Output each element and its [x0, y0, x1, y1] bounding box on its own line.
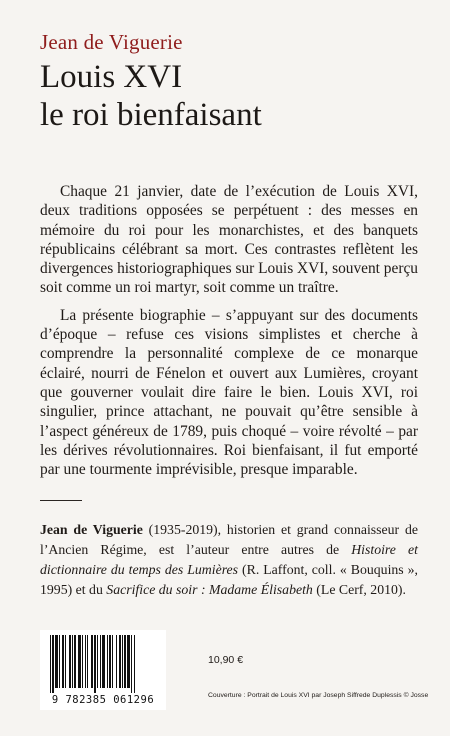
barcode-bar: [127, 635, 130, 688]
barcode-bar: [116, 635, 117, 688]
barcode-bar: [55, 635, 58, 688]
barcode-bar: [69, 635, 71, 688]
blurb-paragraph: La présente biographie – s’appuyant sur des documents d’époque – refuse ces visions simplistes et cherche à comprendre la personnalité complexe de ce monarque éclairé, nourri de Fénelon et ouvert aux Lumières, croyant que gouverner voulait dire faire le bien. Louis XVI, roi singulier, prince attachant, ne pouvait qu’être sensible à l’aspect généreux de 1789, puis choqué – voire révolté – par les dérives révolutionnaires. Roi bienfaisant, il fut emporté par une tourmente imprévisible, presque imparable.: [40, 306, 418, 479]
cover-credit: Couverture : Portrait de Louis XVI par Joseph Siffrede Duplessis © Josse: [208, 692, 429, 699]
title-line-2: le roi bienfaisant: [40, 97, 262, 133]
author-name: Jean de Viguerie: [40, 30, 183, 54]
bio-text: (Le Cerf, 2010).: [312, 582, 406, 597]
barcode-bar: [82, 635, 83, 688]
title-line-1: Louis XVI: [40, 59, 183, 95]
bio-work-title: Histoire et dictionnaire du temps des Lumières: [40, 542, 418, 577]
barcode-digits: 9 782385 061296: [51, 694, 155, 706]
barcode-bar: [100, 635, 101, 688]
barcode-bar: [74, 635, 76, 688]
barcode-bar: [52, 635, 54, 693]
barcode-bar: [62, 635, 64, 688]
barcode-bar: [107, 635, 108, 688]
barcode-bar: [78, 635, 81, 688]
barcode-bar: [97, 635, 98, 688]
barcode-bar: [112, 635, 113, 688]
barcode-bar: [94, 635, 96, 693]
barcode-bar: [134, 635, 135, 693]
barcode-bar: [85, 635, 86, 688]
barcode-bar: [91, 635, 93, 688]
barcode-bar: [131, 635, 132, 693]
divider: [40, 500, 82, 501]
price: 10,90 €: [208, 654, 244, 666]
barcode-bar: [72, 635, 73, 688]
bio-text: (R. Laffont, coll. « Bouquins », 1995) et du: [40, 562, 418, 597]
barcode-bar: [119, 635, 121, 688]
blurb: [40, 182, 418, 487]
barcode-bar: [124, 635, 126, 688]
bio-text: (1935-2019), historien et grand connaisseur de l’Ancien Régime, est l’auteur entre autres de: [40, 522, 418, 557]
book-title: [40, 58, 262, 134]
blurb-paragraph: Chaque 21 janvier, date de l’exécution de Louis XVI, deux traditions opposées se perpétuent : des messes en mémoire du roi pour les monarchistes, et des banquets républicains célébrant sa mort. Ces contrastes reflètent les divergences historiographiques sur Louis XVI, souvent perçu soit comme un roi martyr, soit comme un traître.: [40, 183, 418, 297]
barcode-bars: [50, 635, 156, 693]
bio-work-title: Sacrifice du soir : Madame Élisabeth: [106, 582, 313, 597]
barcode-bar: [65, 635, 66, 688]
barcode-bar: [59, 635, 60, 688]
barcode-bar: [50, 635, 51, 693]
barcode: [40, 630, 166, 710]
barcode-bar: [102, 635, 105, 688]
barcode-bar: [109, 635, 111, 688]
barcode-bar: [87, 635, 88, 688]
author-bio: [40, 520, 418, 600]
barcode-bar: [122, 635, 123, 688]
bio-author-name: Jean de Viguerie: [40, 522, 143, 537]
